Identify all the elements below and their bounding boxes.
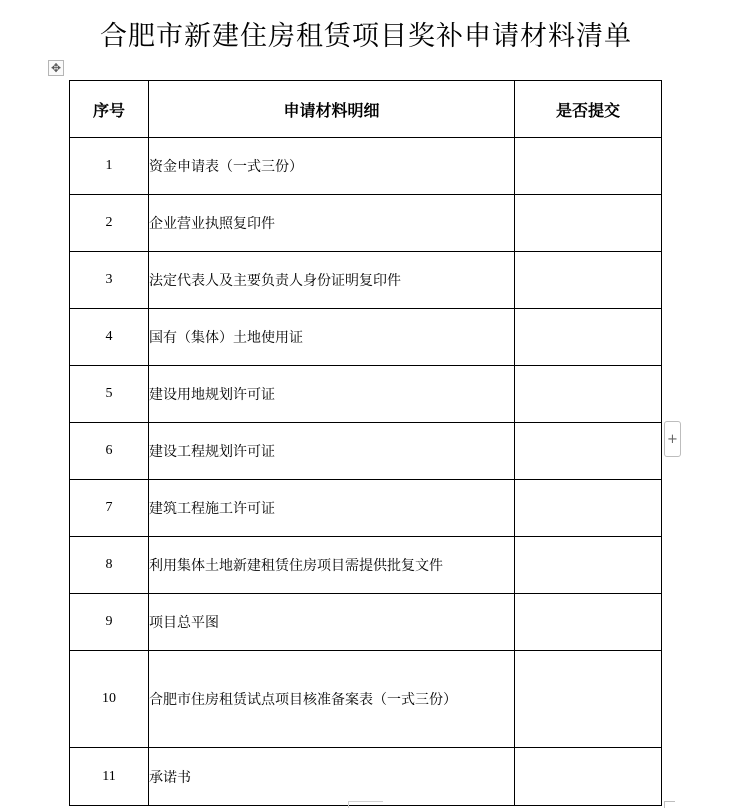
table-row — [70, 594, 662, 651]
table-row — [70, 366, 662, 423]
table-move-handle-icon[interactable]: ✥ — [48, 60, 64, 76]
row-number: 6 — [70, 423, 149, 480]
row-submitted-cell[interactable] — [515, 138, 662, 195]
row-item[interactable]: 利用集体土地新建租赁住房项目需提供批复文件 — [149, 537, 515, 594]
header-submitted: 是否提交 — [515, 81, 662, 138]
table-row — [70, 537, 662, 594]
row-number: 4 — [70, 309, 149, 366]
row-submitted-cell[interactable] — [515, 537, 662, 594]
materials-table — [69, 80, 662, 806]
table-row — [70, 138, 662, 195]
row-number: 7 — [70, 480, 149, 537]
row-number: 2 — [70, 195, 149, 252]
table-row — [70, 423, 662, 480]
row-number: 8 — [70, 537, 149, 594]
row-number: 5 — [70, 366, 149, 423]
row-number: 11 — [70, 748, 149, 806]
row-submitted-cell[interactable] — [515, 195, 662, 252]
row-submitted-cell[interactable] — [515, 309, 662, 366]
row-item[interactable]: 国有（集体）土地使用证 — [149, 309, 515, 366]
row-submitted-cell[interactable] — [515, 252, 662, 309]
row-item[interactable]: 项目总平图 — [149, 594, 515, 651]
row-submitted-cell[interactable] — [515, 594, 662, 651]
row-item[interactable]: 合肥市住房租赁试点项目核准备案表（一式三份） — [149, 651, 515, 748]
row-submitted-cell[interactable] — [515, 423, 662, 480]
header-seq: 序号 — [70, 81, 149, 138]
table-row — [70, 748, 662, 806]
row-item[interactable]: 法定代表人及主要负责人身份证明复印件 — [149, 252, 515, 309]
row-item[interactable]: 企业营业执照复印件 — [149, 195, 515, 252]
table-row — [70, 195, 662, 252]
header-detail: 申请材料明细 — [149, 81, 515, 138]
table-row — [70, 651, 662, 748]
row-item[interactable]: 建设用地规划许可证 — [149, 366, 515, 423]
row-submitted-cell[interactable] — [515, 366, 662, 423]
document-title: 合肥市新建住房租赁项目奖补申请材料清单 — [100, 21, 632, 52]
table-header-row — [70, 81, 662, 138]
row-submitted-cell[interactable] — [515, 748, 662, 806]
row-item[interactable]: 建筑工程施工许可证 — [149, 480, 515, 537]
row-number: 10 — [70, 651, 149, 748]
row-item[interactable]: 资金申请表（一式三份） — [149, 138, 515, 195]
row-item[interactable]: 承诺书 — [149, 748, 515, 806]
row-number: 1 — [70, 138, 149, 195]
row-submitted-cell[interactable] — [515, 480, 662, 537]
add-row-plus-icon[interactable]: + — [664, 421, 681, 457]
table-row — [70, 252, 662, 309]
table-row — [70, 309, 662, 366]
row-item[interactable]: 建设工程规划许可证 — [149, 423, 515, 480]
table-row — [70, 480, 662, 537]
row-submitted-cell[interactable] — [515, 651, 662, 748]
row-number: 9 — [70, 594, 149, 651]
row-number: 3 — [70, 252, 149, 309]
